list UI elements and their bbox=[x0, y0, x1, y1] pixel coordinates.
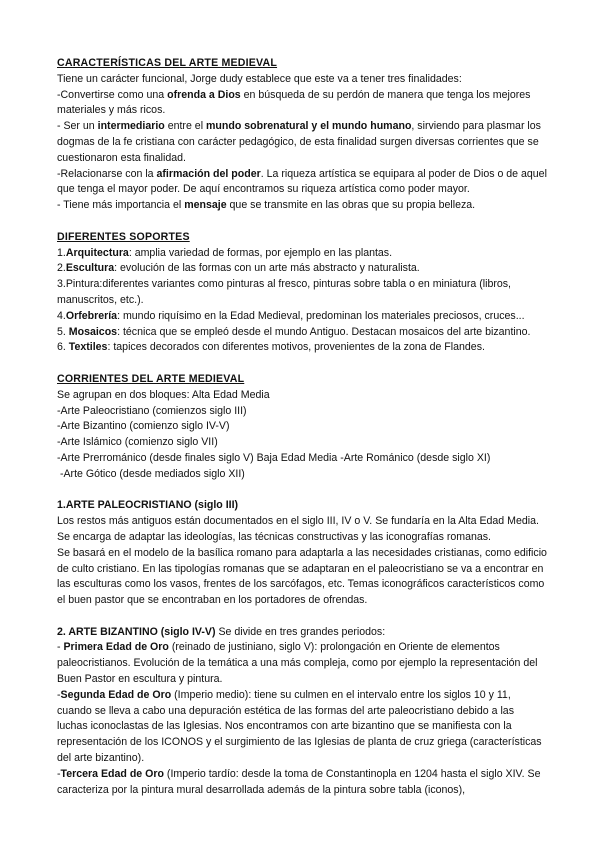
list-item: -Arte Paleocristiano (comienzos siglo III) bbox=[57, 404, 247, 417]
list-item: -Tercera Edad de Oro (Imperio tardío: desde la toma de Constantinopla en 1204 hasta el siglo XIV. Se caracteriza por la pintura mural desarrollada además de la pintura sobre tabla (iconos), bbox=[57, 767, 541, 796]
section-title-corrientes: CORRIENTES DEL ARTE MEDIEVAL bbox=[57, 372, 245, 385]
list-item: 4.Orfebrería: mundo riquísimo en la Edad Medieval, predominan los materiales preciosos, cruces... bbox=[57, 309, 525, 322]
document-page bbox=[57, 56, 547, 798]
list-item: -Segunda Edad de Oro (Imperio medio): tiene su culmen en el intervalo entre los siglos 10 y 11, cuando se lleva a cabo una depuración estética de las formas del arte paleocristiano debido a las luchas iconoclastas de las Iglesias. Nos encontramos con arte bizantino que se manifiesta con la representación de los ICONOS y el surgimiento de las Iglesias de planta de cruz griega (características del arte bizantino). bbox=[57, 688, 542, 765]
spacer bbox=[57, 483, 547, 499]
section-title-caracteristicas: CARACTERÍSTICAS DEL ARTE MEDIEVAL bbox=[57, 57, 278, 69]
list-item: -Arte Prerrománico (desde finales siglo V) Baja Edad Media -Arte Románico (desde siglo XI) bbox=[57, 451, 491, 464]
spacer bbox=[57, 356, 547, 372]
spacer bbox=[57, 609, 547, 625]
list-item: - Ser un intermediario entre el mundo sobrenatural y el mundo humano, sirviendo para plasmar los dogmas de la fe cristiana con carácter pedagógico, de esta finalidad surgen diversas corrientes que se cuestionaron esta finalidad. bbox=[57, 120, 541, 164]
list-item: -Relacionarse con la afirmación del poder. La riqueza artística se equipara al poder de Dios o de aquel que tenga el mayor poder. De aquí encontramos su riqueza artística como poder mayor. bbox=[57, 167, 547, 196]
section-title-paleocristiano: 1.ARTE PALEOCRISTIANO (siglo III) bbox=[57, 499, 239, 512]
list-item: 2.Escultura: evolución de las formas con un arte más abstracto y naturalista. bbox=[57, 262, 420, 275]
list-item: -Arte Bizantino (comienzo siglo IV-V) bbox=[57, 420, 230, 433]
section-title-soportes: DIFERENTES SOPORTES bbox=[57, 230, 190, 243]
section-title-bizantino: 2. ARTE BIZANTINO (siglo IV-V) Se divide en tres grandes periodos: bbox=[57, 625, 386, 638]
paragraph: Los restos más antiguos están documentados en el siglo III, IV o V. Se fundaría en la Alta Edad Media. Se encarga de adaptar las ideologías, las técnicas constructivas y las iconografías romanas. bbox=[57, 515, 539, 543]
list-item: -Arte Islámico (comienzo siglo VII) bbox=[57, 436, 218, 449]
spacer bbox=[57, 214, 547, 230]
list-item: - Tiene más importancia el mensaje que se transmite en las obras que su propia belleza. bbox=[57, 199, 476, 212]
paragraph-intro: Tiene un carácter funcional, Jorge dudy establece que este va a tener tres finalidades: bbox=[57, 72, 462, 85]
list-item: -Convertirse como una ofrenda a Dios en búsqueda de su perdón de manera que tenga los mejores materiales y más ricos. bbox=[57, 88, 531, 117]
list-item: -Arte Gótico (desde mediados siglo XII) bbox=[57, 467, 245, 480]
list-item: 1.Arquitectura: amplia variedad de formas, por ejemplo en las plantas. bbox=[57, 246, 393, 259]
list-item: 5. Mosaicos: técnica que se empleó desde el mundo Antiguo. Destacan mosaicos del arte bizantino. bbox=[57, 325, 531, 338]
list-item: 6. Textiles: tapices decorados con diferentes motivos, provenientes de la zona de Flandes. bbox=[57, 341, 485, 354]
paragraph: Se basará en el modelo de la basílica romano para adaptarla a las necesidades cristianas, como edificio de culto cristiano. En las tipologías romanas que se adaptaran en el paleocristiano se va a encontrar en las esculturas como los vasos, frentes de los sarcófagos, etc. Temas iconográficos característicos como el buen pastor que se encontraban en los portadores de ofrendas. bbox=[57, 546, 547, 607]
list-item: 3.Pintura:diferentes variantes como pinturas al fresco, pinturas sobre tabla o en miniatura (libros, manuscritos, etc.). bbox=[57, 278, 511, 306]
list-item: Se agrupan en dos bloques: Alta Edad Media bbox=[57, 388, 270, 401]
list-item: - Primera Edad de Oro (reinado de justiniano, siglo V): prolongación en Oriente de elementos paleocristianos. Evolución de la temática a una más compleja, como por ejemplo la representación del Buen Pastor en escultura y pintura. bbox=[57, 641, 538, 686]
